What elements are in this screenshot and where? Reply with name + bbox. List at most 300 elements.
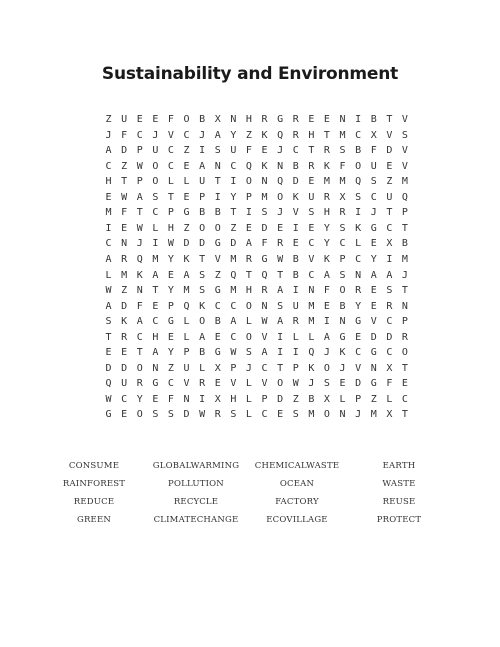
grid-letter: C — [261, 409, 268, 421]
grid-letter: K — [308, 362, 315, 374]
grid-letter: N — [152, 362, 159, 374]
grid-letter: X — [386, 409, 393, 421]
grid-letter: I — [245, 207, 252, 219]
grid-letter: E — [183, 191, 190, 203]
grid-letter: A — [199, 331, 206, 343]
grid-letter: E — [183, 160, 190, 172]
grid-letter: V — [401, 145, 408, 157]
grid-letter: S — [245, 347, 252, 359]
grid-letter: J — [136, 238, 143, 250]
grid-letter: I — [152, 238, 159, 250]
grid-letter: U — [183, 362, 190, 374]
word-list-item: WASTE — [382, 479, 416, 489]
grid-letter: B — [199, 114, 206, 125]
grid-letter: P — [136, 176, 143, 188]
grid-letter: Y — [230, 129, 237, 141]
grid-letter: B — [308, 393, 315, 405]
grid-letter: S — [152, 191, 159, 203]
grid-letter: L — [152, 222, 159, 234]
grid-letter: P — [401, 207, 408, 219]
grid-letter: G — [105, 409, 112, 421]
grid-letter: V — [214, 253, 221, 265]
grid-letter: C — [167, 378, 174, 390]
grid-letter: U — [230, 145, 237, 157]
grid-letter: K — [261, 129, 268, 141]
grid-letter: C — [386, 347, 393, 359]
word-list-item: REDUCE — [73, 497, 115, 507]
grid-letter: E — [308, 114, 315, 125]
grid-letter: R — [136, 378, 143, 390]
grid-letter: J — [370, 207, 377, 219]
grid-letter: V — [230, 378, 237, 390]
grid-letter: Y — [323, 222, 330, 234]
grid-letter: G — [214, 347, 221, 359]
grid-letter: U — [121, 114, 128, 125]
grid-letter: A — [277, 316, 284, 328]
grid-letter: P — [355, 393, 362, 405]
grid-letter: L — [245, 393, 252, 405]
grid-letter: D — [386, 145, 393, 157]
grid-letter: C — [167, 145, 174, 157]
grid-letter: T — [199, 253, 206, 265]
grid-letter: C — [261, 362, 268, 374]
grid-letter: Y — [370, 253, 377, 265]
grid-letter: N — [230, 114, 237, 125]
grid-letter: D — [261, 222, 268, 234]
grid-letter: Q — [136, 253, 143, 265]
grid-letter: M — [308, 409, 315, 421]
grid-letter: R — [308, 160, 315, 172]
grid-letter: E — [152, 393, 159, 405]
grid-letter: C — [105, 160, 112, 172]
grid-letter: S — [339, 145, 346, 157]
grid-letter: N — [136, 285, 143, 297]
grid-letter: R — [277, 238, 284, 250]
grid-letter: V — [308, 253, 315, 265]
grid-letter: D — [121, 300, 128, 312]
grid-letter: P — [183, 347, 190, 359]
grid-letter: P — [339, 253, 346, 265]
grid-letter: I — [323, 316, 330, 328]
grid-letter: H — [167, 222, 174, 234]
word-list-item: GREEN — [76, 515, 112, 525]
grid-letter: H — [323, 207, 330, 219]
grid-letter: V — [167, 129, 174, 141]
grid-letter: M — [230, 253, 237, 265]
grid-letter: S — [370, 176, 377, 188]
grid-letter: N — [121, 238, 128, 250]
grid-letter: V — [261, 331, 268, 343]
grid-letter: D — [183, 238, 190, 250]
grid-letter: I — [292, 347, 299, 359]
grid-letter: L — [386, 393, 393, 405]
grid-letter: X — [214, 393, 221, 405]
grid-letter: C — [230, 331, 237, 343]
word-list-item: CHEMICALWASTE — [254, 461, 340, 471]
grid-letter: C — [308, 238, 315, 250]
grid-letter: M — [339, 176, 346, 188]
grid-letter: Y — [136, 393, 143, 405]
grid-letter: W — [136, 222, 143, 234]
grid-letter: E — [167, 269, 174, 281]
grid-letter: D — [121, 362, 128, 374]
grid-letter: Z — [121, 160, 128, 172]
grid-letter: A — [136, 316, 143, 328]
grid-letter: I — [355, 207, 362, 219]
grid-letter: V — [261, 378, 268, 390]
grid-letter: B — [214, 207, 221, 219]
grid-letter: I — [292, 222, 299, 234]
word-list-item: REUSE — [382, 497, 416, 507]
grid-letter: Y — [167, 253, 174, 265]
grid-letter: M — [230, 285, 237, 297]
grid-letter: F — [121, 129, 128, 141]
grid-letter: F — [245, 145, 252, 157]
grid-letter: Z — [214, 269, 221, 281]
grid-letter: E — [370, 238, 377, 250]
grid-letter: B — [292, 160, 299, 172]
grid-letter: H — [308, 129, 315, 141]
grid-letter: Z — [167, 362, 174, 374]
grid-letter: B — [199, 347, 206, 359]
grid-letter: B — [355, 145, 362, 157]
grid-letter: A — [183, 269, 190, 281]
grid-letter: W — [277, 253, 284, 265]
grid-letter: P — [261, 393, 268, 405]
grid-letter: L — [245, 378, 252, 390]
grid-letter: D — [183, 409, 190, 421]
grid-letter: W — [105, 393, 112, 405]
grid-letter: P — [136, 145, 143, 157]
grid-letter: A — [230, 316, 237, 328]
grid-letter: S — [199, 285, 206, 297]
grid-letter: I — [214, 191, 221, 203]
grid-letter: C — [355, 253, 362, 265]
grid-letter: Q — [401, 191, 408, 203]
grid-letter: E — [370, 285, 377, 297]
grid-letter: N — [183, 393, 190, 405]
grid-letter: E — [386, 160, 393, 172]
grid-letter: S — [339, 222, 346, 234]
grid-letter: M — [401, 253, 408, 265]
grid-letter: A — [105, 145, 112, 157]
grid-letter: S — [261, 207, 268, 219]
grid-letter: C — [183, 129, 190, 141]
grid-letter: P — [401, 316, 408, 328]
grid-letter: J — [355, 409, 362, 421]
grid-letter: O — [245, 176, 252, 188]
grid-letter: M — [121, 269, 128, 281]
grid-letter: T — [401, 362, 408, 374]
grid-letter: R — [401, 331, 408, 343]
grid-letter: U — [370, 160, 377, 172]
grid-letter: D — [355, 378, 362, 390]
grid-letter: Q — [183, 300, 190, 312]
grid-letter: I — [199, 393, 206, 405]
grid-letter: B — [370, 114, 377, 125]
grid-letter: L — [245, 316, 252, 328]
grid-letter: Q — [105, 378, 112, 390]
grid-letter: E — [214, 378, 221, 390]
grid-letter: F — [121, 207, 128, 219]
grid-letter: E — [323, 300, 330, 312]
grid-letter: F — [261, 238, 268, 250]
grid-letter: L — [308, 331, 315, 343]
grid-letter: X — [339, 191, 346, 203]
grid-letter: M — [401, 176, 408, 188]
grid-letter: T — [401, 285, 408, 297]
grid-letter: E — [308, 222, 315, 234]
grid-letter: N — [401, 300, 408, 312]
grid-letter: J — [277, 145, 284, 157]
grid-letter: C — [121, 393, 128, 405]
grid-letter: T — [105, 331, 112, 343]
grid-letter: M — [370, 409, 377, 421]
grid-letter: J — [105, 129, 112, 141]
grid-letter: C — [152, 316, 159, 328]
grid-letter: C — [386, 316, 393, 328]
grid-letter: O — [277, 378, 284, 390]
grid-letter: D — [105, 362, 112, 374]
grid-letter: S — [152, 409, 159, 421]
grid-letter: K — [323, 160, 330, 172]
grid-letter: N — [214, 160, 221, 172]
grid-letter: Z — [292, 393, 299, 405]
grid-letter: F — [136, 300, 143, 312]
grid-letter: O — [277, 191, 284, 203]
grid-letter: D — [121, 145, 128, 157]
grid-letter: W — [292, 378, 299, 390]
grid-letter: E — [308, 176, 315, 188]
grid-letter: C — [136, 331, 143, 343]
grid-letter: G — [370, 222, 377, 234]
grid-letter: D — [292, 176, 299, 188]
grid-letter: V — [370, 316, 377, 328]
grid-letter: O — [152, 160, 159, 172]
grid-letter: I — [355, 114, 362, 125]
word-list-item: RAINFOREST — [62, 479, 126, 489]
grid-letter: O — [401, 347, 408, 359]
grid-letter: A — [261, 347, 268, 359]
grid-letter: O — [245, 331, 252, 343]
grid-letter: K — [292, 191, 299, 203]
grid-letter: G — [167, 316, 174, 328]
grid-letter: T — [136, 347, 143, 359]
grid-letter: J — [245, 362, 252, 374]
grid-letter: K — [136, 269, 143, 281]
grid-letter: I — [105, 222, 112, 234]
grid-letter: B — [292, 253, 299, 265]
grid-letter: G — [183, 207, 190, 219]
grid-letter: W — [136, 160, 143, 172]
grid-letter: R — [199, 378, 206, 390]
grid-letter: S — [339, 269, 346, 281]
grid-letter: T — [386, 114, 393, 125]
grid-letter: Z — [183, 222, 190, 234]
grid-letter: U — [152, 145, 159, 157]
grid-letter: R — [323, 145, 330, 157]
grid-letter: Z — [386, 176, 393, 188]
grid-letter: P — [167, 207, 174, 219]
grid-letter: Z — [230, 222, 237, 234]
grid-letter: P — [245, 191, 252, 203]
grid-letter: X — [370, 129, 377, 141]
grid-letter: C — [230, 160, 237, 172]
grid-letter: R — [245, 253, 252, 265]
grid-letter: T — [323, 129, 330, 141]
grid-letter: I — [230, 176, 237, 188]
grid-letter: X — [386, 362, 393, 374]
grid-letter: M — [105, 207, 112, 219]
word-list-item: EARTH — [382, 461, 416, 471]
grid-letter: V — [401, 160, 408, 172]
grid-letter: D — [199, 238, 206, 250]
grid-letter: E — [121, 222, 128, 234]
grid-letter: E — [370, 300, 377, 312]
grid-letter: I — [277, 331, 284, 343]
grid-letter: S — [167, 409, 174, 421]
grid-letter: Z — [121, 285, 128, 297]
grid-letter: A — [386, 269, 393, 281]
grid-letter: C — [370, 191, 377, 203]
grid-letter: D — [370, 331, 377, 343]
grid-letter: S — [355, 191, 362, 203]
grid-letter: F — [339, 160, 346, 172]
grid-letter: W — [167, 238, 174, 250]
grid-letter: G — [152, 378, 159, 390]
grid-letter: R — [292, 316, 299, 328]
grid-letter: U — [386, 191, 393, 203]
grid-letter: O — [152, 176, 159, 188]
grid-letter: C — [230, 300, 237, 312]
grid-letter: M — [261, 191, 268, 203]
grid-letter: K — [355, 222, 362, 234]
grid-letter: G — [370, 347, 377, 359]
grid-letter: K — [323, 253, 330, 265]
grid-letter: E — [121, 347, 128, 359]
grid-letter: R — [355, 285, 362, 297]
grid-letter: B — [214, 316, 221, 328]
grid-letter: T — [121, 176, 128, 188]
word-list-item: OCEAN — [279, 479, 315, 489]
grid-letter: Q — [261, 269, 268, 281]
grid-letter: O — [245, 300, 252, 312]
grid-letter: P — [199, 191, 206, 203]
grid-letter: N — [261, 176, 268, 188]
word-list-item: GLOBALWARMING — [152, 461, 240, 471]
grid-letter: S — [308, 207, 315, 219]
grid-letter: E — [292, 238, 299, 250]
grid-letter: L — [245, 409, 252, 421]
grid-letter: E — [152, 114, 159, 125]
grid-letter: C — [152, 207, 159, 219]
grid-letter: G — [339, 331, 346, 343]
grid-letter: E — [105, 347, 112, 359]
grid-letter: Z — [183, 145, 190, 157]
grid-letter: A — [323, 269, 330, 281]
grid-letter: O — [355, 160, 362, 172]
grid-letter: T — [277, 362, 284, 374]
grid-letter: T — [308, 145, 315, 157]
grid-letter: M — [152, 253, 159, 265]
grid-letter: I — [292, 285, 299, 297]
grid-letter: E — [121, 409, 128, 421]
word-list-item: FACTORY — [275, 497, 319, 507]
grid-letter: M — [323, 176, 330, 188]
grid-letter: S — [277, 300, 284, 312]
grid-letter: P — [167, 300, 174, 312]
grid-letter: A — [199, 160, 206, 172]
grid-letter: R — [261, 114, 268, 125]
grid-letter: R — [121, 331, 128, 343]
grid-letter: X — [386, 238, 393, 250]
grid-letter: F — [167, 393, 174, 405]
grid-letter: S — [292, 409, 299, 421]
grid-letter: Q — [230, 269, 237, 281]
grid-letter: N — [308, 285, 315, 297]
grid-letter: U — [121, 378, 128, 390]
grid-letter: A — [214, 129, 221, 141]
grid-letter: I — [277, 347, 284, 359]
grid-letter: O — [323, 409, 330, 421]
grid-letter: A — [323, 331, 330, 343]
grid-letter: L — [292, 331, 299, 343]
grid-letter: L — [167, 176, 174, 188]
word-list-item: CONSUME — [68, 461, 120, 471]
grid-letter: J — [339, 362, 346, 374]
grid-letter: B — [401, 238, 408, 250]
grid-letter: L — [105, 269, 112, 281]
grid-letter: H — [230, 393, 237, 405]
grid-letter: N — [339, 409, 346, 421]
grid-letter: G — [277, 114, 284, 125]
grid-letter: O — [214, 222, 221, 234]
grid-letter: L — [339, 393, 346, 405]
grid-letter: N — [277, 160, 284, 172]
grid-letter: O — [199, 222, 206, 234]
grid-letter: N — [370, 362, 377, 374]
grid-letter: F — [167, 114, 174, 125]
grid-letter: C — [167, 160, 174, 172]
grid-letter: X — [214, 114, 221, 125]
grid-letter: R — [292, 114, 299, 125]
grid-letter: K — [121, 316, 128, 328]
grid-letter: J — [401, 269, 408, 281]
grid-letter: C — [355, 129, 362, 141]
grid-letter: C — [339, 238, 346, 250]
grid-letter: V — [183, 378, 190, 390]
grid-letter: J — [308, 378, 315, 390]
grid-letter: O — [323, 362, 330, 374]
grid-letter: H — [245, 285, 252, 297]
grid-letter: I — [199, 145, 206, 157]
grid-letter: U — [292, 300, 299, 312]
grid-letter: C — [292, 145, 299, 157]
grid-letter: P — [230, 362, 237, 374]
grid-letter: T — [386, 207, 393, 219]
grid-letter: G — [214, 238, 221, 250]
grid-letter: E — [105, 191, 112, 203]
grid-letter: V — [292, 207, 299, 219]
grid-letter: L — [183, 331, 190, 343]
grid-letter: H — [152, 331, 159, 343]
grid-letter: S — [386, 285, 393, 297]
grid-letter: O — [136, 409, 143, 421]
grid-letter: N — [261, 300, 268, 312]
grid-letter: I — [386, 253, 393, 265]
grid-letter: Z — [370, 393, 377, 405]
word-list-item: CLIMATECHANGE — [153, 515, 239, 525]
